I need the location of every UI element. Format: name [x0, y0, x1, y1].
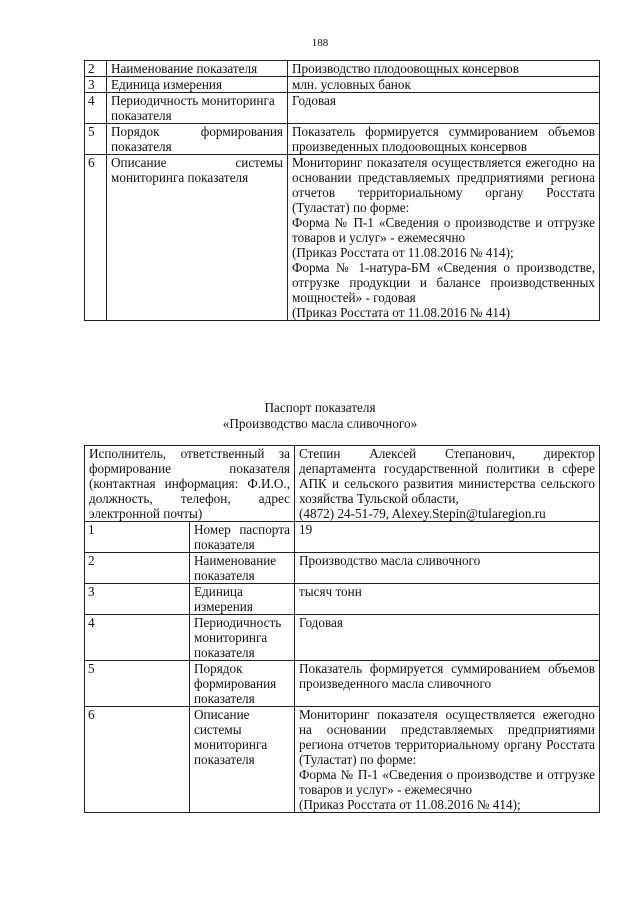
field-value: Годовая [295, 615, 600, 661]
form-p1: Форма № П-1 «Сведения о производстве и отгрузке товаров и услуг» - ежемесячно [292, 215, 595, 245]
field-name: Порядок формирования показателя [107, 124, 288, 155]
executor-value [295, 446, 600, 522]
table-row [85, 93, 600, 124]
monitoring-text: Мониторинг показателя осуществляется ежегодно на основании представляемых предприятиями региона отчетов территориальному органу Росстата (Туластат) по форме: [299, 707, 595, 767]
table-row [85, 615, 600, 661]
field-name: Наименование показателя [107, 61, 288, 77]
table-row [85, 584, 600, 615]
table-row [85, 661, 600, 707]
table-row [85, 522, 600, 553]
field-name: Порядок формирования показателя [190, 661, 295, 707]
row-number: 3 [85, 77, 107, 93]
row-number: 4 [85, 615, 190, 661]
indicator-table-consumer-goods [84, 60, 600, 321]
field-name: Описание системы мониторинга показателя [107, 155, 288, 321]
field-value: Показатель формируется суммированием объемов произведенных плодоовощных консервов [288, 124, 600, 155]
field-name: Описание системы мониторинга показателя [190, 707, 295, 813]
field-value: Производство масла сливочного [295, 553, 600, 584]
field-name: Периодичность мониторинга показателя [107, 93, 288, 124]
field-name: Номер паспорта показателя [190, 522, 295, 553]
field-value: млн. условных банок [288, 77, 600, 93]
passport-heading: Паспорт показателя [264, 400, 376, 415]
table-row [85, 124, 600, 155]
form-1-natura-bm: Форма № 1-натура-БМ «Сведения о производстве, отгрузке продукции и балансе производственных мощностей» - годовая [292, 260, 595, 305]
row-number: 4 [85, 93, 107, 124]
row-number: 2 [85, 61, 107, 77]
indicator-table-butter [84, 445, 600, 813]
passport-indicator-name: «Производство масла сливочного» [222, 416, 418, 431]
field-value: 19 [295, 522, 600, 553]
row-number: 1 [85, 522, 190, 553]
row-number: 6 [85, 707, 190, 813]
form-p1: Форма № П-1 «Сведения о производстве и отгрузке товаров и услуг» - ежемесячно [299, 767, 595, 797]
executor-contact: (4872) 24-51-79, Alexey.Stepin@tularegion.ru [299, 506, 546, 521]
field-value: Годовая [288, 93, 600, 124]
row-number: 3 [85, 584, 190, 615]
order-reference: (Приказ Росстата от 11.08.2016 № 414); [292, 245, 514, 260]
field-value: тысяч тонн [295, 584, 600, 615]
order-reference: (Приказ Росстата от 11.08.2016 № 414); [299, 797, 521, 812]
table-row [85, 707, 600, 813]
field-name: Наименование показателя [190, 553, 295, 584]
field-name: Единица измерения [190, 584, 295, 615]
row-number: 5 [85, 124, 107, 155]
field-value: Показатель формируется суммированием объемов произведенного масла сливочного [295, 661, 600, 707]
table-row [85, 61, 600, 77]
table-row [85, 553, 600, 584]
page-number: 188 [311, 37, 329, 49]
row-number: 5 [85, 661, 190, 707]
field-value: Производство плодоовощных консервов [288, 61, 600, 77]
row-number: 6 [85, 155, 107, 321]
executor-label: Исполнитель, ответственный за формирование показателя (контактная информация: Ф.И.О., должность, телефон, адрес электронной почты) [85, 446, 295, 522]
field-name: Единица измерения [107, 77, 288, 93]
table-row [85, 77, 600, 93]
table-row [85, 155, 600, 321]
order-reference: (Приказ Росстата от 11.08.2016 № 414) [292, 305, 510, 320]
field-name: Периодичность мониторинга показателя [190, 615, 295, 661]
field-value [295, 707, 600, 813]
executor-name: Степин Алексей Степанович, директор департамента государственной политики в сфере АПК и сельского развития министерства сельского хозяйства Тульской области, [299, 446, 595, 506]
table-row [85, 446, 600, 522]
row-number: 2 [85, 553, 190, 584]
monitoring-text: Мониторинг показателя осуществляется ежегодно на основании представляемых предприятиями региона отчетов территориальному органу Росстата (Туластат) по форме: [292, 155, 595, 215]
passport-title [0, 400, 640, 432]
field-value [288, 155, 600, 321]
